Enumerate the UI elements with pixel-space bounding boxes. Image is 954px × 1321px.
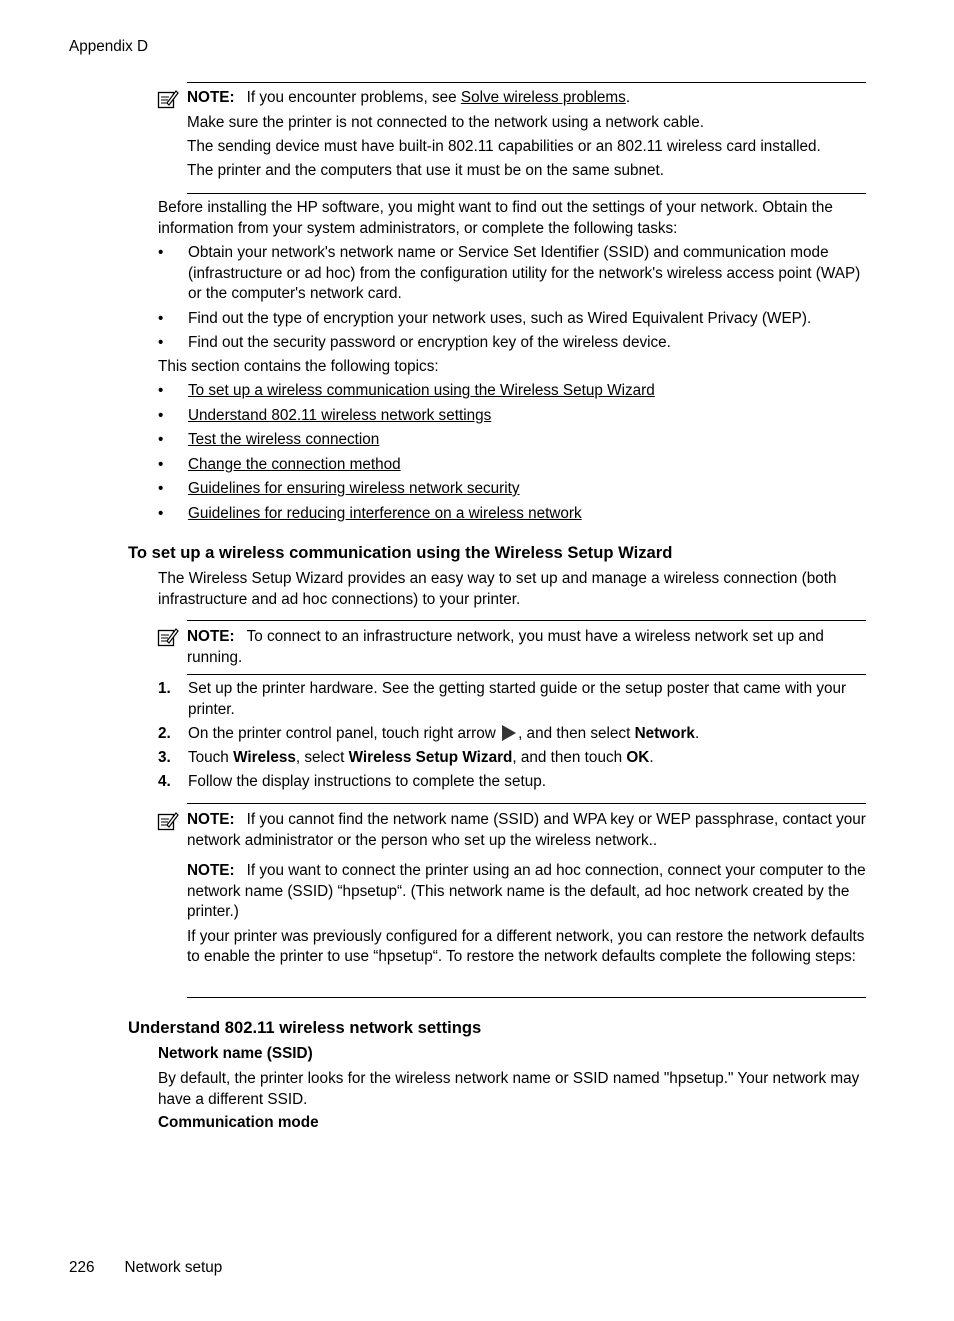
- page-footer: [69, 1259, 222, 1277]
- topic-item: • Test the wireless connection: [158, 431, 380, 448]
- topic-item: • Guidelines for reducing interference on a wireless network: [158, 504, 582, 522]
- note-pencil-icon: [157, 626, 179, 648]
- rule-top: [187, 803, 866, 804]
- link-solve-wireless-problems[interactable]: Solve wireless problems: [460, 89, 626, 106]
- link-change-connection[interactable]: Change the connection method: [188, 455, 401, 473]
- note-label: NOTE:: [187, 811, 235, 828]
- note-line: Make sure the printer is not connected to the network using a network cable.: [187, 113, 704, 131]
- list-item: • Obtain your network's network name or Service Set Identifier (SSID) and communication mode (infrastructure or ad hoc) from the configuration utility for the network's wireless access point (WAP) or the computer's network card.: [158, 244, 861, 302]
- page-header: Appendix D: [69, 38, 149, 55]
- topic-item: • Guidelines for ensuring wireless network security: [158, 480, 520, 497]
- note-block: [187, 88, 867, 181]
- note-line: The sending device must have built-in 802.11 capabilities or an 802.11 wireless card installed.: [187, 137, 821, 155]
- note-text-end: .: [625, 89, 631, 106]
- note-text: If you encounter problems, see: [246, 89, 461, 106]
- section-heading-80211: Understand 802.11 wireless network settings: [128, 1018, 482, 1037]
- section-heading-wizard: To set up a wireless communication using the Wireless Setup Wizard: [128, 543, 673, 562]
- note-label: NOTE:: [187, 628, 235, 645]
- rule-top: [187, 620, 866, 621]
- steps-list: [158, 679, 867, 792]
- list-item: • Find out the security password or encryption key of the wireless device.: [158, 334, 671, 351]
- section-paragraph: By default, the printer looks for the wireless network name or SSID named "hpsetup." Your network may have a different SSID.: [158, 1070, 860, 1108]
- note-line: The printer and the computers that use it must be on the same subnet.: [187, 161, 665, 179]
- note-text: If you cannot find the network name (SSID) and WPA key or WEP passphrase, contact your network administrator or the person who set up the wireless network..: [187, 811, 866, 849]
- rule-bottom: [187, 997, 866, 998]
- topics-list: [158, 381, 867, 524]
- step-item: 2. On the printer control panel, touch right arrow , and then select Network.: [158, 724, 700, 742]
- topic-item: • To set up a wireless communication using the Wireless Setup Wizard: [158, 382, 655, 399]
- topic-item: • Change the connection method: [158, 455, 401, 473]
- note-text: If you want to connect the printer using an ad hoc connection, connect your computer to the network name (SSID) “hpsetup“. (This network name is the default, ad hoc network created by the printer.): [187, 862, 866, 920]
- note-pencil-icon: [157, 88, 179, 110]
- link-wireless-setup-wizard[interactable]: To set up a wireless communication using the Wireless Setup Wizard: [188, 382, 655, 399]
- note-label: NOTE:: [187, 89, 235, 106]
- note-pencil-icon: [157, 810, 179, 832]
- list-item: • Find out the type of encryption your network uses, such as Wired Equivalent Privacy (WEP).: [158, 309, 812, 327]
- rule-top: [187, 82, 866, 83]
- link-understand-80211[interactable]: Understand 802.11 wireless network settings: [188, 406, 492, 424]
- section-paragraph: The Wireless Setup Wizard provides an easy way to set up and manage a wireless connection (both infrastructure and ad hoc connections) to your printer.: [158, 570, 837, 608]
- link-security-guidelines[interactable]: Guidelines for ensuring wireless network security: [188, 480, 520, 497]
- step-item: 4. Follow the display instructions to complete the setup.: [158, 772, 546, 790]
- footer-title: Network setup: [124, 1259, 223, 1276]
- topic-item: • Understand 802.11 wireless network settings: [158, 406, 492, 424]
- step-item: 1. Set up the printer hardware. See the getting started guide or the setup poster that came with your printer.: [158, 680, 847, 718]
- link-test-wireless[interactable]: Test the wireless connection: [188, 431, 380, 448]
- page-number: 226: [69, 1259, 95, 1276]
- rule-bottom: [187, 674, 866, 675]
- topics-intro: This section contains the following topics:: [158, 358, 439, 375]
- note-text: To connect to an infrastructure network, you must have a wireless network set up and running.: [187, 628, 824, 666]
- intro-paragraph: Before installing the HP software, you might want to find out the settings of your network. Obtain the information from your system administrators, or complete the following tasks:: [158, 199, 833, 237]
- rule-bottom: [187, 193, 866, 194]
- note-text: If your printer was previously configured for a different network, you can restore the network defaults to enable the printer to use “hpsetup“. To restore the network defaults complete the following steps:: [187, 927, 865, 965]
- right-arrow-icon: [502, 725, 516, 741]
- note-block: [187, 810, 867, 968]
- link-interference-guidelines[interactable]: Guidelines for reducing interference on a wireless network: [188, 504, 582, 522]
- subheading-network-name: Network name (SSID): [158, 1045, 313, 1062]
- task-list: [158, 243, 867, 354]
- note-label: NOTE:: [187, 862, 235, 879]
- step-item: 3. Touch Wireless, select Wireless Setup Wizard, and then touch OK.: [158, 748, 654, 766]
- subheading-communication-mode: Communication mode: [158, 1114, 319, 1131]
- note-block: [187, 627, 867, 668]
